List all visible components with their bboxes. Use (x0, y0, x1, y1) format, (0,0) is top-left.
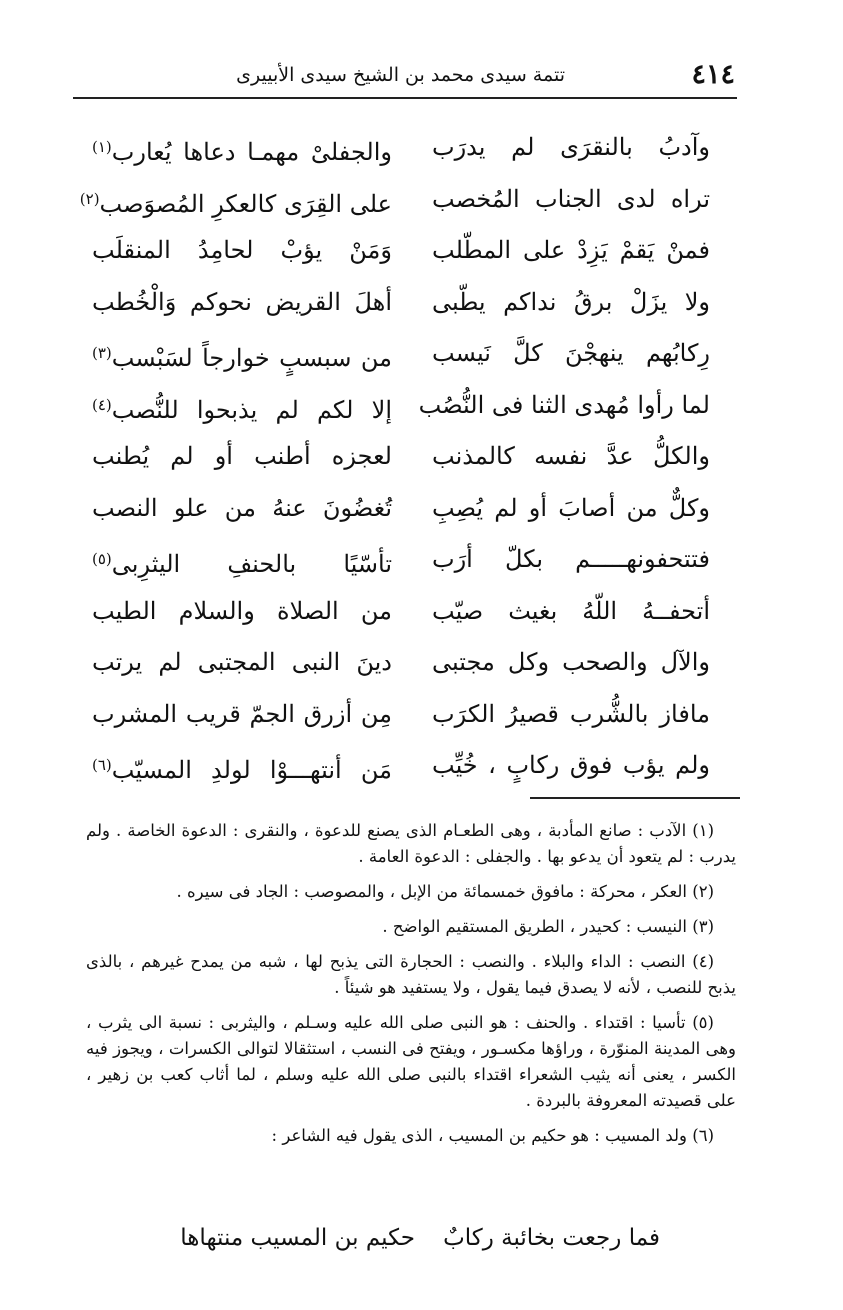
verse-8 (90, 483, 710, 535)
footnote-text: ولد المسيب : هو حكيم بن المسيب ، الذى يقول فيه الشاعر : (271, 1126, 687, 1145)
footnote-number: (٢) (692, 882, 714, 901)
hemistich-text: مَن أنتهـــوْا لولدِ المسيّب (111, 756, 392, 784)
footnote-marker: (٢) (79, 189, 100, 208)
footnotes (86, 818, 736, 1158)
verse-7 (90, 431, 710, 483)
verse-second-hemistich (92, 586, 392, 638)
footnote-number: (٣) (692, 917, 714, 936)
footnote-4 (86, 949, 736, 1001)
footnote-text: الآدب : صانع المأدبة ، وهى الطعـام الذى يصنع للدعوة ، والنقرى : الدعوة الخاصة . ولم يدرب : لم يتعود أن يدعو بها . والجفلى : الدعوة العامة . (86, 821, 736, 866)
verse-second-hemistich (92, 380, 392, 437)
verse-second-hemistich (92, 122, 392, 179)
verse-first-hemistich: ولم يؤب فوق ركابٍ ، خُيِّب (432, 751, 710, 779)
verse-1 (90, 122, 710, 174)
footnote-marker: (٣) (92, 344, 112, 362)
verse-second-hemistich (92, 225, 392, 277)
footnote-text: النيسب : كحيدر ، الطريق المستقيم الواضح . (382, 917, 687, 936)
verse-11 (90, 637, 710, 689)
verse-first-hemistich: فتتحفونهـــــم بكلّ أرَب (432, 545, 710, 573)
footnote-marker: (٤) (92, 395, 112, 414)
hemistich-text: مِن أزرق الجمّ قريب المشرب (92, 699, 392, 728)
verse-10 (90, 586, 710, 638)
footnote-number: (٤) (692, 952, 714, 971)
verse-second-hemistich (92, 328, 392, 385)
hemistich-text: تأسّيًا بالحنفِ اليثرِبى (111, 550, 392, 578)
verse-first-hemistich: رِكابُهم ينهجْنَ كلَّ نَيسب (432, 339, 710, 367)
footnote-rule (530, 797, 740, 799)
footnote-2 (86, 879, 736, 905)
footnote-marker: (١) (92, 138, 112, 156)
footnote-1 (86, 818, 736, 870)
hemistich-text: تُغضُونَ عنهُ من علو النصب (92, 493, 392, 522)
closing-verse-first-hemistich: فما رجعت بخائبة ركابٌ (443, 1225, 660, 1251)
hemistich-text: من الصلاة والسلام الطيب (92, 596, 392, 625)
footnote-text: النصب : الداء والبلاء . والنصب : الحجارة التى يذبح لها ، شبه من يمدح غيرهم ، بالذى يذبح للنصب ، لأنه لا يصدق فيما يقول ، ولا يستفيد هو شيئاً . (86, 952, 736, 997)
verse-first-hemistich: وكلٌّ من أصابَ أو لم يُصِبِ (432, 493, 710, 522)
footnote-6 (86, 1123, 736, 1149)
hemistich-text: دينَ النبى المجتبى لم يرتب (92, 648, 392, 676)
verse-first-hemistich: تراه لدى الجناب المُخصب (432, 184, 710, 213)
verse-first-hemistich: والكلُّ عدَّ نفسه كالمذنب (432, 442, 710, 470)
footnote-text: تأسيا : اقتداء . والحنف : هو النبى صلى الله عليه وسـلم ، واليثربى : نسبة الى يثرب ، وهى المدينة المنوّرة ، وراؤها مكسـور ، ويفتح فى النسب ، استثقالا لتوالى الكسرات ، ويجوز فيه الكسر ، يعنى أنه يثيب الشعراء اقتداء بالنبى صلى الله عليه وسلم ، لما أثاب كعب بن زهير ، على قصيدته المعروفة بالبردة . (86, 1013, 736, 1110)
verse-9 (90, 534, 710, 586)
footnote-number: (١) (692, 821, 714, 840)
footnote-marker: (٦) (92, 756, 112, 774)
verse-first-hemistich: مافاز بالشُّرب قصيرُ الكرَب (432, 699, 710, 728)
verse-second-hemistich (92, 740, 392, 797)
verse-first-hemistich: أتحفــهُ اللّهُ بغيث صيّب (432, 596, 710, 625)
verse-first-hemistich: وآدبُ بالنقرَى لم يدرَب (432, 133, 710, 161)
verse-first-hemistich: فمنْ يَقمْ يَزِدْ على المطّلب (432, 236, 710, 264)
verse-second-hemistich (92, 689, 392, 741)
verse-second-hemistich (92, 431, 392, 483)
header-title: تتمة سيدى محمد بن الشيخ سيدى الأبييرى (236, 64, 565, 86)
hemistich-text: لعجزه أطنب أو لم يُطنب (92, 442, 392, 470)
verse-first-hemistich: لما رأوا مُهدى الثنا فى النُّصُب (418, 390, 710, 419)
footnote-marker: (٥) (92, 550, 112, 568)
footnote-3 (86, 914, 736, 940)
verse-second-hemistich (92, 637, 392, 689)
footnote-5 (86, 1010, 736, 1114)
header-rule (73, 97, 737, 99)
hemistich-text: على القِرَى كالعكرِ المُصوَصب (99, 189, 392, 218)
hemistich-text: والجفلىْ مهمـا دعاها يُعارب (111, 138, 392, 166)
verse-second-hemistich (92, 483, 392, 535)
verse-2 (79, 174, 710, 226)
verse-5 (90, 328, 710, 380)
page-number: ٤١٤ (691, 59, 735, 90)
verse-first-hemistich: ولا يزَلْ برقُ نداكم يطّبى (432, 287, 710, 316)
hemistich-text: أهلَ القريض نحوكم وَالْخُطب (92, 287, 392, 316)
poem (79, 122, 710, 792)
hemistich-text: من سبسبٍ خوارجاً لسَبْسب (111, 344, 392, 372)
hemistich-text: إلا لكم لم يذبحوا للنُّصب (111, 395, 392, 424)
verse-second-hemistich (92, 277, 392, 329)
footnote-number: (٦) (692, 1126, 714, 1145)
verse-13 (90, 740, 710, 792)
running-head (75, 58, 735, 92)
verse-second-hemistich (92, 534, 392, 591)
closing-verse-second-hemistich: حكيم بن المسيب منتهاها (180, 1225, 415, 1251)
verse-first-hemistich: والآل والصحب وكل مجتبى (432, 648, 710, 676)
verse-6 (90, 380, 710, 432)
footnote-text: العكر ، محركة : مافوق خمسمائة من الإبل ، والمصوصب : الجاد فى سيره . (176, 882, 687, 901)
verse-12 (90, 689, 710, 741)
verse-4 (90, 277, 710, 329)
verse-second-hemistich (79, 174, 392, 231)
hemistich-text: وَمَنْ يؤبْ لحامِدُ المنقلَب (92, 236, 392, 264)
footnote-number: (٥) (692, 1013, 714, 1032)
verse-3 (90, 225, 710, 277)
closing-verse (160, 1218, 660, 1258)
